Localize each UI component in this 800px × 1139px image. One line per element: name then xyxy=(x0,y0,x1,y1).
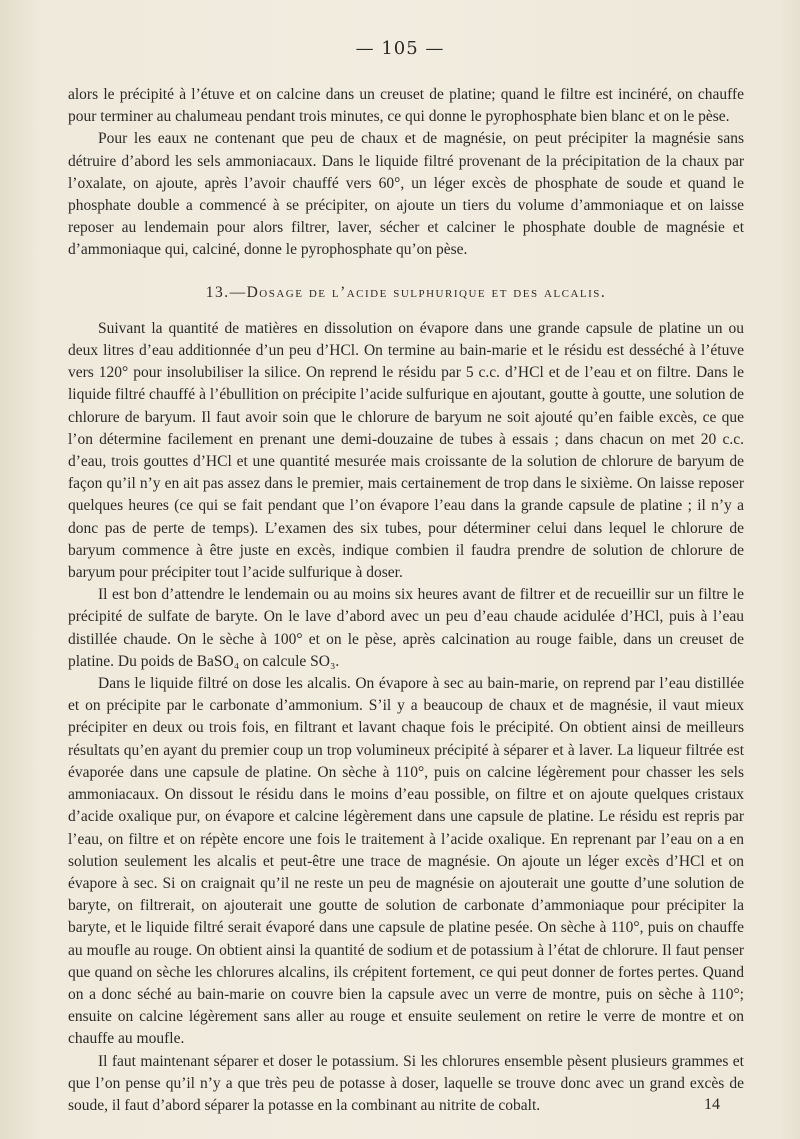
paragraph-continuation: alors le précipité à l’étuve et on calcine dans un creuset de platine; quand le filtre est incinéré, on chauffe pour terminer au chalumeau pendant trois minutes, ce qui donne le pyrophosphate bien blanc et on le pèse. xyxy=(68,86,744,126)
paragraph-alcalis: Dans le liquide filtré on dose les alcalis. On évapore à sec au bain-marie, on reprend par l’eau distillée et on précipite par le carbonate d’ammonium. S’il y a beaucoup de chaux et de magnésie, il vaut mieux précipiter en deux ou trois fois, en filtrant et lavant chaque fois le précipité. On obtient ainsi de meilleurs résultats qu’en ayant du premier coup un trop volumineux précipité à séparer et à laver. La liqueur filtrée est évaporée dans une capsule de platine. On sèche à 110°, puis on calcine légèrement pour chasser les sels ammoniacaux. On dissout le résidu dans le moins d’eau possible, on filtre et on ajoute quelques cristaux d’acide oxalique pur, on évapore et calcine légèrement dans une capsule de platine. Le résidu est repris par l’eau, on filtre et on répète encore une fois le traitement à l’acide oxalique. En reprenant par l’eau on a en solution seulement les alcalis et peut-être une trace de magnésie. On ajoute un léger excès d’HCl et on évapore à sec. Si on craignait qu’il ne reste un peu de magnésie on ajouterait une goutte d’une solution de baryte, on filtrerait, on ajouterait une goutte de solution de carbonate d’ammoniaque pour précipiter la baryte, et le liquide filtré serait évaporé dans une capsule de platine pesée. On sèche à 110°, puis on chauffe au moufle au rouge. On obtient ainsi la quantité de sodium et de potassium à l’état de chlorure. Il faut penser que quand on sèche les chlorures alcalins, ils crépitent fortement, ce qui peut donner de fortes pertes. Quand on a donc séché au bain-marie on couvre bien la capsule avec un verre de montre, puis on sèche à 110°; ensuite on calcine légèrement sans aller au rouge et ensuite seulement on retire le verre de montre et on chauffe au moufle. xyxy=(68,675,744,1048)
body-text xyxy=(68,84,744,1117)
paragraph-sulfurique: Suivant la quantité de matières en dissolution on évapore dans une grande capsule de platine un ou deux litres d’eau additionnée d’un peu d’HCl. On termine au bain-marie et le résidu est desséché à l’étuve vers 120° pour insolubiliser la silice. On reprend le résidu par 5 c.c. d’HCl et de l’eau et on filtre. Dans le liquide filtré chauffé à l’ébullition on précipite l’acide sulfurique en ajoutant, goutte à goutte, une solution de chlorure de baryum. Il faut avoir soin que le chlorure de baryum ne soit ajouté qu’en faible excès, ce que l’on détermine facilement en prenant une demi-douzaine de tubes à essais ; dans chacun on met 20 c.c. d’eau, trois gouttes d’HCl et une quantité mesurée mais croissante de la solution de chlorure de baryum de façon qu’il n’y en ait pas assez dans le premier, mais certainement de trop dans le sixième. On laisse reposer quelques heures (ce qui se fait pendant que l’on évapore l’eau dans la grande capsule de platine ; il n’y a donc pas de perte de temps). L’examen des six tubes, pour déterminer celui dans lequel le chlorure de baryum commence à être juste en excès, indique combien il faudra prendre de solution de chlorure de baryum pour précipiter tout l’acide sulfurique à doser. xyxy=(68,319,744,582)
section-heading: 13.—Dosage de l’acide sulphurique et des alcalis. xyxy=(205,283,607,301)
signature-mark: 14 xyxy=(704,1096,720,1113)
page-number: — 105 — xyxy=(355,38,445,59)
paragraph-sulfate-baryte: Il est bon d’attendre le lendemain ou au moins six heures avant de filtrer et de recueillir sur un filtre le précipité de sulfate de baryte. On le lave d’abord avec un peu d’eau chaude acidulée d’HCl, puis à l’eau distillée chaude. On le sèche à 100° et on le pèse, après calcination au rouge faible, dans un creuset de platine. Du poids de BaSO₄ on calcule SO₃. xyxy=(68,586,744,670)
paragraph-magnesie: Pour les eaux ne contenant que peu de chaux et de magnésie, on peut précipiter la magnésie sans détruire d’abord les sels ammoniacaux. Dans le liquide filtré provenant de la précipitation de la chaux par l’oxalate, on ajoute, après l’avoir chauffé vers 60°, un léger excès de phosphate de soude et quand le phosphate double a commencé à se précipiter, on ajoute un tiers du volume d’ammoniaque et on laisse reposer au lendemain pour alors filtrer, laver, sécher et calciner le phosphate double de magnésie et d’ammoniaque qui, calciné, donne le pyrophosphate qu’on pèse. xyxy=(68,130,744,259)
paragraph-potassium: Il faut maintenant séparer et doser le potassium. Si les chlorures ensemble pèsent plusieurs grammes et que l’on pense qu’il n’y a que très peu de potasse à doser, laquelle se trouve donc avec un grand excès de soude, il faut d’abord séparer la potasse en la combinant au nitrite de cobalt. xyxy=(68,1052,744,1114)
